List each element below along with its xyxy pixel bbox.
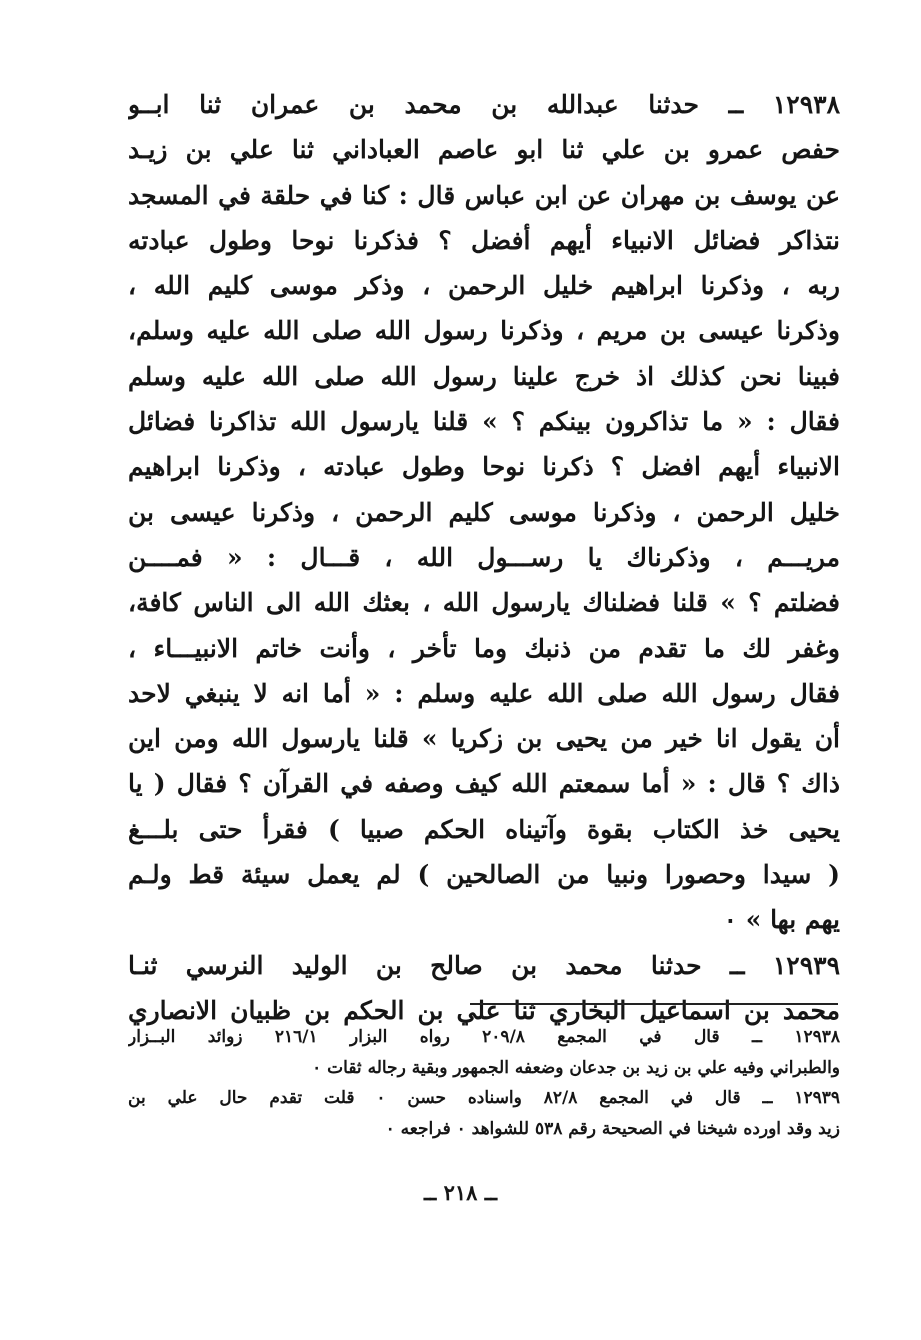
footnote-line: ١٢٩٣٨ ــ قال في المجمع ٢٠٩/٨ رواه البزار ٢١٦/١ زوائد البــزار — [128, 1027, 840, 1047]
footnote-separator — [470, 1003, 838, 1005]
text-line: وغفر لك ما تقدم من ذنبك وما تأخر ، وأنت خاتم الانبيـــاء ، — [128, 633, 840, 663]
text-line: فقال رسول الله صلى الله عليه وسلم : « أما انه لا ينبغي لاحد — [128, 678, 840, 708]
text-line: ربه ، وذكرنا ابراهيم خليل الرحمن ، وذكر موسى كليم الله ، — [128, 271, 840, 301]
text-line: الانبياء أيهم افضل ؟ ذكرنا نوحا وطول عبادته ، وذكرنا ابراهيم — [128, 452, 840, 482]
text-line: فقال : « ما تذاكرون بينكم ؟ » قلنا يارسول الله تذاكرنا فضائل — [128, 407, 840, 437]
text-line: نتذاكر فضائل الانبياء أيهم أفضل ؟ فذكرنا نوحا وطول عبادته — [128, 225, 840, 255]
text-line: فبينا نحن كذلك اذ خرج علينا رسول الله صلى الله عليه وسلم — [128, 361, 840, 391]
text-line: ذاك ؟ قال : « أما سمعتم الله كيف وصفه في القرآن ؟ فقال ( يا — [128, 769, 840, 799]
main-text — [128, 82, 840, 1033]
page-number: ــ ٢١٨ ــ — [423, 1180, 498, 1205]
text-line: ( سيدا وحصورا ونبيا من الصالحين ) لم يعمل سيئة قط ولـم — [128, 860, 840, 890]
text-line: خليل الرحمن ، وذكرنا موسى كليم الرحمن ، وذكرنا عيسى بن — [128, 497, 840, 527]
text-line: حفص عمرو بن علي ثنا ابو عاصم العباداني ثنا علي بن زيـد — [128, 135, 840, 165]
footnotes — [128, 1022, 840, 1144]
text-line-paragraph-end: يهم بها » ٠ — [723, 905, 840, 935]
footnote-line: والطبراني وفيه علي بن زيد بن جدعان وضعفه الجمهور وبقية رجاله ثقات ٠ — [312, 1057, 840, 1078]
text-line: عن يوسف بن مهران عن ابن عباس قال : كنا في حلقة في المسجد — [128, 180, 840, 210]
text-line: مريـــم ، وذكرناك يا رســـول الله ، قـــال : « فمــــن — [128, 542, 840, 572]
text-line: وذكرنا عيسى بن مريم ، وذكرنا رسول الله صلى الله عليه وسلم، — [128, 316, 840, 346]
text-line: محمد بن اسماعيل البخاري ثنا علي بن الحكم بن ظبيان الانصاري — [128, 995, 840, 1025]
text-line: ١٢٩٣٨ ــ حدثنا عبدالله بن محمد بن عمران ثنا ابــو — [128, 90, 840, 119]
footnote-line: زيد وقد اورده شيخنا في الصحيحة رقم ٥٣٨ للشواهد ٠ فراجعه ٠ — [385, 1118, 840, 1139]
text-line: فضلتم ؟ » قلنا فضلناك يارسول الله ، بعثك الله الى الناس كافة، — [128, 588, 840, 618]
text-line: يحيى خذ الكتاب بقوة وآتيناه الحكم صبيا ) فقرأ حتى بلـــغ — [128, 814, 840, 844]
text-line: ١٢٩٣٩ ــ حدثنا محمد بن صالح بن الوليد النرسي ثنـا — [128, 950, 840, 980]
footnote-line: ١٢٩٣٩ ــ قال في المجمع ٨٢/٨ واسناده حسن ٠ قلت تقدم حال علي بن — [128, 1088, 840, 1108]
text-line: أن يقول انا خير من يحيى بن زكريا » قلنا يارسول الله ومن اين — [128, 724, 840, 754]
